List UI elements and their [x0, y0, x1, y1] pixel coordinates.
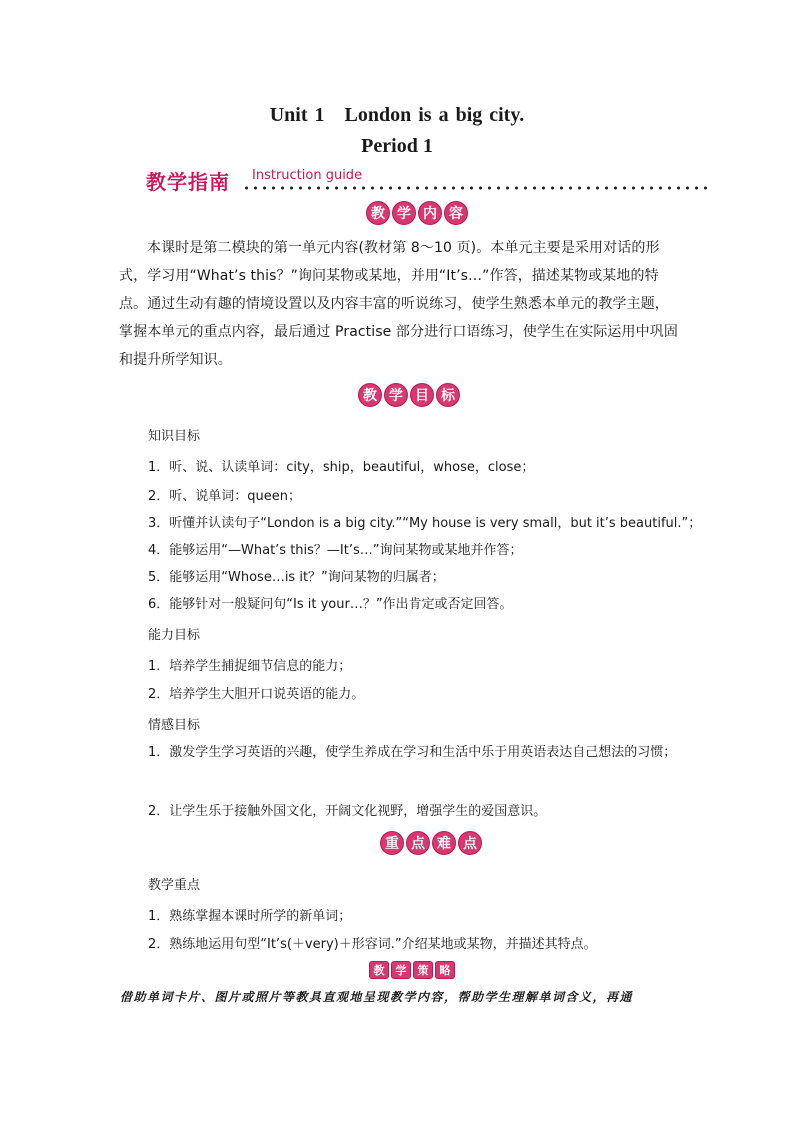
badge-char: 容 — [444, 201, 468, 225]
dotted-rule — [242, 185, 708, 191]
badge-teaching-goals — [358, 383, 460, 407]
ability-item: 1．培养学生捕捉细节信息的能力； — [148, 659, 352, 674]
badge-char: 策 — [413, 961, 433, 979]
badge-char: 难 — [432, 831, 456, 855]
badge-char: 教 — [369, 961, 389, 979]
period-title: Period 1 — [361, 135, 433, 157]
knowledge-item: 3．听懂并认读句子“London is a big city.”“My house is very small，but it’s beautiful.”； — [148, 516, 702, 531]
badge-char: 教 — [366, 201, 390, 225]
unit-title: Unit 1 London is a big city. — [269, 104, 525, 126]
badge-char: 目 — [410, 383, 434, 407]
knowledge-item: 6．能够针对一般疑问句“Is it your…？”作出肯定或否定回答。 — [148, 597, 513, 612]
keypoint-item: 1．熟练掌握本课时所学的新单词； — [148, 909, 352, 924]
badge-char: 内 — [418, 201, 442, 225]
badge-teaching-strategy — [369, 961, 455, 979]
knowledge-heading: 知识目标 — [148, 429, 201, 444]
badge-char: 学 — [392, 201, 416, 225]
guide-en-label: Instruction guide — [252, 168, 363, 183]
knowledge-item: 4．能够运用“—What’s this？—It’s…”询问某物或某地并作答； — [148, 543, 523, 558]
knowledge-item: 1．听、说、认读单词：city，ship，beautiful，whose，close； — [148, 460, 535, 475]
badge-char: 标 — [436, 383, 460, 407]
intro-paragraph: 本课时是第二模块的第一单元内容(教材第 8～10 页)。本单元主要是采用对话的形式，学习用“What’s this？”询问某物或某地，并用“It’s…”作答，描述某物或某地的特点。通过生动有趣的情境设置以及内容丰富的听说练习，使学生熟悉本单元的教学主题，掌握本单元的重点内容，最后通过 Practise 部分进行口语练习，使学生在实际运用中巩固和提升所学知识。 — [119, 240, 678, 368]
knowledge-item: 5．能够运用“Whose…is it？”询问某物的归属者； — [148, 570, 445, 585]
badge-teaching-content — [366, 201, 468, 225]
badge-char: 重 — [380, 831, 404, 855]
emotion-heading: 情感目标 — [148, 718, 201, 733]
badge-char: 点 — [406, 831, 430, 855]
keypoint-item: 2．熟练地运用句型“It’s(＋very)＋形容词.”介绍某地或某物，并描述其特点。 — [148, 937, 597, 952]
emotion-item: 1．激发学生学习英语的兴趣，使学生养成在学习和生活中乐于用英语表达自己想法的习惯； — [148, 745, 677, 760]
guide-cn-label: 教学指南 — [146, 170, 230, 194]
badge-char: 略 — [435, 961, 455, 979]
emotion-item: 2．让学生乐于接触外国文化，开阔文化视野，增强学生的爱国意识。 — [148, 804, 547, 819]
badge-char: 点 — [458, 831, 482, 855]
ability-item: 2．培养学生大胆开口说英语的能力。 — [148, 687, 365, 702]
badge-char: 学 — [384, 383, 408, 407]
badge-key-difficult-points — [380, 831, 482, 855]
knowledge-item: 2．听、说单词：queen； — [148, 489, 301, 504]
ability-heading: 能力目标 — [148, 628, 201, 643]
instruction-guide-banner — [146, 166, 708, 196]
keypoint-heading: 教学重点 — [148, 878, 201, 893]
badge-char: 教 — [358, 383, 382, 407]
badge-char: 学 — [391, 961, 411, 979]
strategy-text: 借助单词卡片、图片或照片等教具直观地呈现教学内容，帮助学生理解单词含义，再通 — [120, 990, 634, 1004]
